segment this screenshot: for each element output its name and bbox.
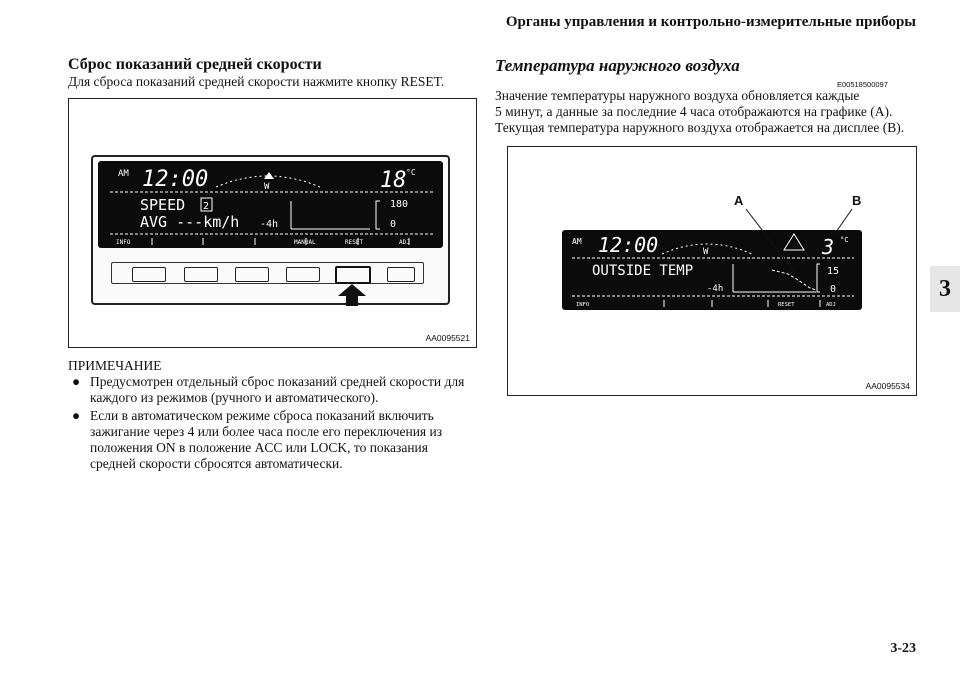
lcd-screen bbox=[98, 161, 443, 248]
mode-line-outside-temp: OUTSIDE TEMP bbox=[592, 263, 694, 279]
button-6[interactable] bbox=[387, 267, 415, 282]
button-2[interactable] bbox=[184, 267, 218, 282]
figure-id: AA0095521 bbox=[425, 333, 470, 343]
graph-scale-bottom: 0 bbox=[390, 219, 397, 230]
bullet-icon: ● bbox=[72, 374, 81, 389]
temperature-unit: °C bbox=[840, 236, 849, 244]
label-adj: ADJ bbox=[826, 302, 836, 308]
graph-hours-label: -4h bbox=[707, 284, 724, 294]
label-manual: MANUAL bbox=[294, 239, 316, 246]
outside-temp-line-1: Значение температуры наружного воздуха обновляется каждые bbox=[495, 88, 860, 103]
label-adj: ADJ bbox=[399, 239, 410, 246]
callout-leaders bbox=[508, 147, 916, 395]
section-code: E00518500097 bbox=[837, 80, 888, 89]
figure-avg-speed-display bbox=[68, 98, 477, 348]
avg-speed-line: AVG ---km/h bbox=[140, 213, 240, 231]
callout-a-label: A bbox=[734, 193, 744, 208]
temperature-value: 3 bbox=[822, 235, 835, 259]
label-reset: RESET bbox=[345, 239, 364, 246]
compass-direction: W bbox=[703, 247, 709, 257]
label-reset: RESET bbox=[778, 302, 795, 308]
button-4[interactable] bbox=[286, 267, 320, 282]
reset-button[interactable] bbox=[335, 266, 371, 284]
graph-scale-bottom: 0 bbox=[830, 284, 837, 295]
section-title-outside-temp: Температура наружного воздуха bbox=[495, 56, 740, 75]
callout-b-line bbox=[834, 209, 852, 235]
figure-id: AA0095534 bbox=[865, 381, 910, 391]
lcd-svg bbox=[98, 161, 443, 248]
note-item bbox=[68, 374, 468, 407]
graph-hours-label: -4h bbox=[260, 219, 279, 230]
label-info: INFO bbox=[116, 239, 131, 246]
label-info: INFO bbox=[576, 302, 590, 308]
intro-text: Для сброса показаний средней скорости нажмите кнопку RESET. bbox=[68, 74, 445, 89]
speed-mode-number: 2 bbox=[203, 201, 210, 212]
button-1[interactable] bbox=[132, 267, 166, 282]
mode-line-speed: SPEED bbox=[140, 196, 186, 214]
section-title-avg-speed-reset: Сброс показаний средней скорости bbox=[68, 56, 322, 73]
page-number: 3-23 bbox=[890, 641, 916, 656]
note-text: Если в автоматическом режиме сброса показаний включить зажигание через 4 или более часа после его переключения из положения ON в положение ACC или LOCK, то показания средней скорости сбросятся автоматически. bbox=[90, 407, 443, 472]
bullet-icon: ● bbox=[72, 407, 81, 423]
running-header: Органы управления и контрольно-измерительные приборы bbox=[505, 14, 916, 30]
note-list bbox=[68, 374, 468, 473]
press-arrow-icon bbox=[337, 284, 367, 306]
compass-direction: W bbox=[264, 182, 270, 192]
callout-b-label: B bbox=[852, 193, 862, 208]
outside-temp-line-2: 5 минут, а данные за последние 4 часа отображаются на графике (A). bbox=[495, 104, 893, 119]
clock-display: 12:00 bbox=[142, 167, 209, 192]
am-indicator: AM bbox=[572, 237, 582, 246]
note-heading: ПРИМЕЧАНИЕ bbox=[68, 358, 162, 373]
compass-pointer-icon bbox=[264, 172, 274, 179]
figure-outside-temp-display bbox=[507, 146, 917, 396]
temperature-unit: °C bbox=[406, 168, 416, 177]
button-3[interactable] bbox=[235, 267, 269, 282]
graph-scale-bracket bbox=[376, 201, 380, 229]
callout-a-line bbox=[746, 209, 798, 277]
note-text: Предусмотрен отдельный сброс показаний средней скорости для каждого из режимов (ручного и автоматического). bbox=[90, 374, 465, 406]
outside-temp-line-3: Текущая температура наружного воздуха отображается на дисплее (B). bbox=[495, 120, 905, 135]
chapter-tab: 3 bbox=[930, 266, 960, 312]
graph-scale-top: 180 bbox=[390, 199, 409, 210]
clock-display: 12:00 bbox=[598, 233, 659, 257]
am-indicator: AM bbox=[118, 169, 129, 179]
graph-scale-top: 15 bbox=[827, 266, 840, 277]
note-item bbox=[68, 408, 468, 473]
temperature-value: 18 bbox=[380, 168, 407, 193]
